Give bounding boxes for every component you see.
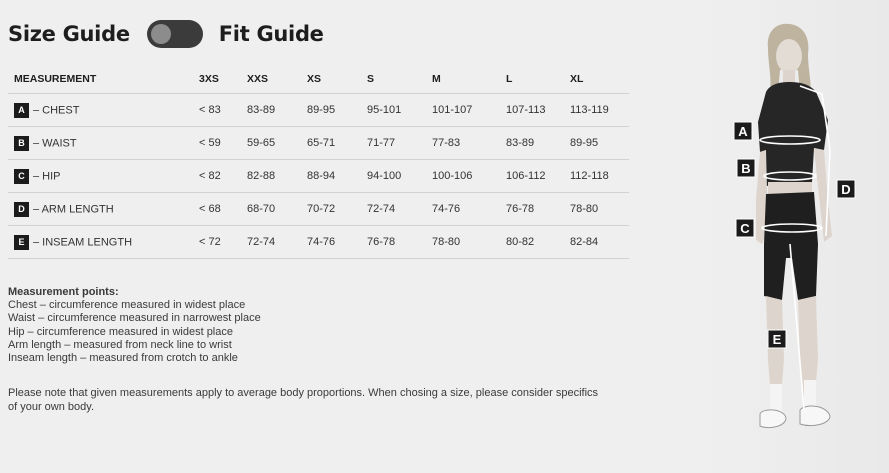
measurement-badge: A — [14, 103, 29, 118]
table-cell: 70-72 — [307, 193, 367, 226]
table-cell: < 72 — [199, 226, 247, 259]
table-cell: 82-84 — [570, 226, 629, 259]
table-cell: 80-82 — [506, 226, 570, 259]
table-cell: 89-95 — [570, 127, 629, 160]
figure-label-a: A — [738, 124, 748, 139]
table-cell: 72-74 — [367, 193, 432, 226]
measurement-label: – WAIST — [33, 137, 77, 149]
column-header: M — [432, 64, 506, 94]
table-cell: < 83 — [199, 94, 247, 127]
disclaimer-text: Please note that given measurements apply to average body proportions. When chosing a size, please consider specifics of your own body. — [8, 387, 599, 413]
table-row — [8, 193, 629, 226]
table-cell: 71-77 — [367, 127, 432, 160]
notes-title: Measurement points: — [8, 286, 119, 298]
measurement-cell — [8, 127, 199, 160]
table-row — [8, 94, 629, 127]
table-cell: 83-89 — [247, 94, 307, 127]
measurement-cell — [8, 160, 199, 193]
figure-label-b: B — [741, 161, 751, 176]
measurement-badge: B — [14, 136, 29, 151]
figure-label-e: E — [772, 332, 782, 347]
table-cell: 82-88 — [247, 160, 307, 193]
table-cell: 83-89 — [506, 127, 570, 160]
table-row — [8, 226, 629, 259]
column-header: L — [506, 64, 570, 94]
table-cell: 101-107 — [432, 94, 506, 127]
table-cell: 113-119 — [570, 94, 629, 127]
table-cell: < 68 — [199, 193, 247, 226]
table-cell: 112-118 — [570, 160, 629, 193]
note-line: Arm length – measured from neck line to wrist — [8, 338, 232, 351]
fit-guide-title[interactable]: Fit Guide — [218, 22, 324, 46]
table-cell: 94-100 — [367, 160, 432, 193]
table-cell: 74-76 — [432, 193, 506, 226]
table-cell: 76-78 — [506, 193, 570, 226]
table-cell: 76-78 — [367, 226, 432, 259]
table-cell: < 59 — [199, 127, 247, 160]
size-guide-title[interactable]: Size Guide — [8, 22, 130, 46]
table-cell: 78-80 — [570, 193, 629, 226]
table-cell: 72-74 — [247, 226, 307, 259]
table-cell: < 82 — [199, 160, 247, 193]
measurement-label: – ARM LENGTH — [33, 203, 114, 215]
measurement-label: – CHEST — [33, 104, 80, 116]
guide-toggle[interactable] — [147, 20, 203, 48]
table-row — [8, 127, 629, 160]
column-header: XXS — [247, 64, 307, 94]
table-cell: 107-113 — [506, 94, 570, 127]
column-header: MEASUREMENT — [8, 64, 199, 94]
guide-header — [8, 18, 324, 50]
toggle-knob — [151, 24, 171, 44]
measurement-badge: C — [14, 169, 29, 184]
measurement-label: – HIP — [33, 170, 61, 182]
measurement-cell — [8, 193, 199, 226]
fit-model-illustration — [700, 0, 889, 473]
column-header: XS — [307, 64, 367, 94]
note-line: Hip – circumference measured in widest place — [8, 325, 233, 338]
table-cell: 88-94 — [307, 160, 367, 193]
note-line: Chest – circumference measured in widest place — [8, 299, 246, 312]
table-cell: 74-76 — [307, 226, 367, 259]
note-line: Inseam length – measured from crotch to ankle — [8, 352, 238, 365]
table-cell: 78-80 — [432, 226, 506, 259]
column-header: XL — [570, 64, 629, 94]
table-cell: 100-106 — [432, 160, 506, 193]
measurement-notes — [8, 286, 261, 365]
figure-label-c: C — [740, 221, 750, 236]
column-header: 3XS — [199, 64, 247, 94]
note-line: Waist – circumference measured in narrowest place — [8, 312, 261, 325]
table-header-row — [8, 64, 629, 94]
measurement-badge: D — [14, 202, 29, 217]
measurement-badge: E — [14, 235, 29, 250]
measurement-cell — [8, 226, 199, 259]
table-cell: 95-101 — [367, 94, 432, 127]
table-cell: 89-95 — [307, 94, 367, 127]
figure-label-d: D — [841, 182, 851, 197]
column-header: S — [367, 64, 432, 94]
table-cell: 59-65 — [247, 127, 307, 160]
table-cell: 106-112 — [506, 160, 570, 193]
measurement-cell — [8, 94, 199, 127]
table-cell: 68-70 — [247, 193, 307, 226]
table-cell: 65-71 — [307, 127, 367, 160]
table-cell: 77-83 — [432, 127, 506, 160]
measurement-label: – INSEAM LENGTH — [33, 236, 133, 248]
table-row — [8, 160, 629, 193]
size-table — [8, 64, 629, 259]
